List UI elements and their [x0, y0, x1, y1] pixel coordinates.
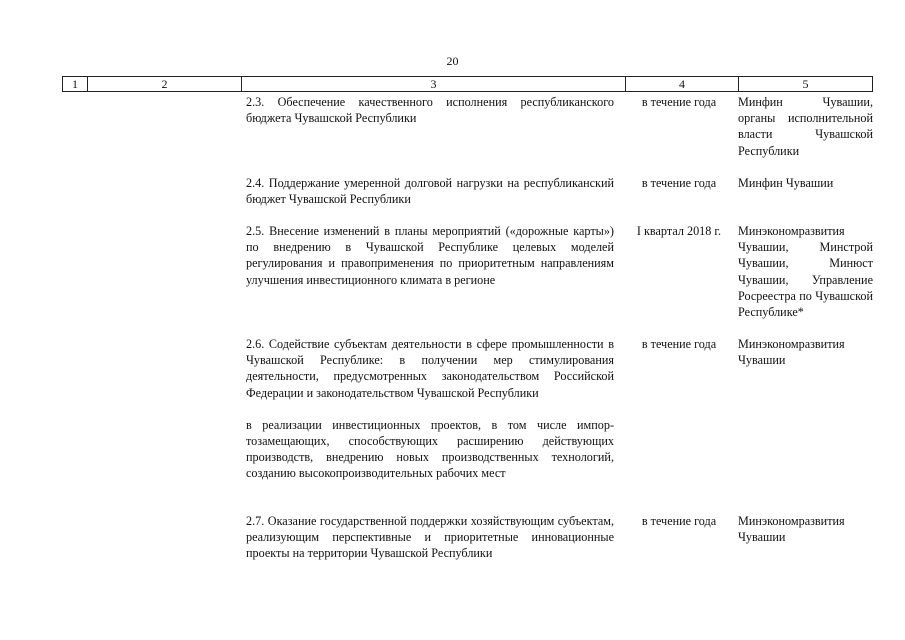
- measure-cell: [246, 223, 614, 320]
- measure-text: 2.5. Внесение изменений в планы мероприятий («дорожные карты») по внедрению в Чувашской Республике целевых моделей регулирования и правоприменения по приоритетным направлениям улучшения инвестиционного климата в регионе: [246, 224, 614, 287]
- period-cell: I квартал 2018 г.: [636, 224, 722, 238]
- measure-cell: [246, 336, 614, 482]
- measure-text: 2.3. Обеспечение качественного исполнения республиканского бюджета Чувашской Республики: [246, 95, 614, 126]
- measure-text: 2.6. Содействие субъектам деятельности в сфере промышленности в Чувашской Республике: в получении мер стимулирования деятельности, предусмотренных законодательством Российской Федерации и законодательством Чувашской Республики: [246, 337, 614, 400]
- executor-cell: Минфин Чувашии, органы исполнительной власти Чувашской Республики: [738, 95, 873, 158]
- executor-cell: Минэкономразвития Чувашии: [738, 514, 845, 545]
- table-row: [246, 175, 873, 207]
- column-number-2: 2: [88, 77, 242, 91]
- table-column-header: [62, 76, 873, 92]
- column-number-5: 5: [739, 77, 873, 91]
- table-row: [246, 336, 873, 482]
- period-cell: в течение года: [641, 95, 717, 109]
- measure-cell: [246, 94, 614, 159]
- measure-text: 2.7. Оказание государственной поддержки хозяйствующим субъектам, реализующим перспективные и приоритетные инновационные проекты на территории Чувашской Республики: [246, 514, 614, 561]
- table-row: [246, 223, 873, 320]
- table-row: [246, 513, 873, 562]
- executor-cell: Минфин Чувашии: [738, 176, 834, 190]
- measure-cell: [246, 513, 614, 562]
- column-number-3: 3: [242, 77, 626, 91]
- measure-text: в реализации инвестиционных проектов, в том числе импортозамещающих, способствующих расширению действующих производств, внедрению новых производственных технологий, созданию высокопроизводительных рабочих мест: [246, 417, 614, 481]
- column-number-1: 1: [62, 77, 88, 91]
- executor-cell: Минэкономразвития Чувашии: [738, 337, 845, 368]
- measure-text: 2.4. Поддержание умеренной долговой нагрузки на республиканский бюджет Чувашской Республики: [246, 176, 614, 207]
- column-number-4: 4: [626, 77, 739, 91]
- executor-cell: Минэкономразвития Чувашии, Минстрой Чувашии, Минюст Чувашии, Управление Росреестра по Чувашской Республике*: [738, 224, 873, 320]
- table-row: [246, 94, 873, 159]
- period-cell: в течение года: [641, 337, 717, 351]
- page-number: 20: [446, 54, 459, 68]
- period-cell: в течение года: [641, 514, 717, 528]
- period-cell: в течение года: [641, 176, 717, 190]
- measure-cell: [246, 175, 614, 207]
